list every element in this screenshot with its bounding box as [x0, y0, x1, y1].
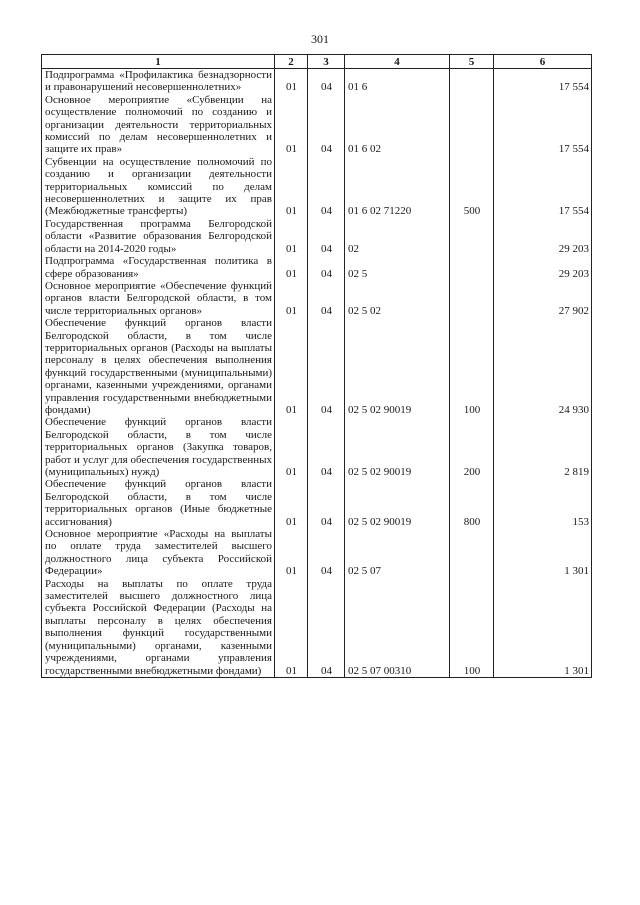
row-description: Субвенции на осуществление полномочий по созданию и организации деятельности территориальных комиссий по делам несовершеннолетних и защите их прав (Межбюджетные трансферты)	[42, 156, 275, 218]
row-expense-type: 200	[450, 416, 494, 478]
row-section-code: 01	[275, 280, 308, 317]
column-header-3: 3	[308, 55, 345, 69]
row-description: Основное мероприятие «Обеспечение функций органов власти Белгородской области, в том числе территориальных органов»	[42, 280, 275, 317]
row-amount: 153	[494, 478, 592, 528]
row-description: Обеспечение функций органов власти Белгородской области, в том числе территориальных органов (Иные бюджетные ассигнования)	[42, 478, 275, 528]
row-amount: 29 203	[494, 255, 592, 280]
row-description: Подпрограмма «Государственная политика в сфере образования»	[42, 255, 275, 280]
row-expense-type: 800	[450, 478, 494, 528]
row-expense-type	[450, 218, 494, 255]
table-row	[42, 528, 592, 578]
column-header-4: 4	[345, 55, 450, 69]
row-description: Расходы на выплаты по оплате труда заместителей высшего должностного лица субъекта Российской Федерации (Расходы на выплаты персоналу в целях обеспечения выполнения функций государственными (муниципальными) органами, казенными учреждениями, органами управления государственными внебюджетными фондами)	[42, 578, 275, 678]
row-amount: 1 301	[494, 528, 592, 578]
row-target-article: 01 6 02 71220	[345, 156, 450, 218]
row-subsection-code: 04	[308, 69, 345, 94]
row-amount: 17 554	[494, 69, 592, 94]
budget-table	[41, 54, 592, 678]
row-expense-type: 100	[450, 578, 494, 678]
page-number: 301	[311, 32, 329, 46]
row-expense-type	[450, 528, 494, 578]
row-amount: 1 301	[494, 578, 592, 678]
row-section-code: 01	[275, 528, 308, 578]
row-section-code: 01	[275, 255, 308, 280]
table-row	[42, 280, 592, 317]
row-target-article: 02	[345, 218, 450, 255]
row-description: Обеспечение функций органов власти Белгородской области, в том числе территориальных органов (Закупка товаров, работ и услуг для обеспечения государственных (муниципальных) нужд)	[42, 416, 275, 478]
row-target-article: 01 6 02	[345, 94, 450, 156]
row-expense-type: 100	[450, 317, 494, 416]
column-header-2: 2	[275, 55, 308, 69]
row-amount: 17 554	[494, 156, 592, 218]
row-subsection-code: 04	[308, 416, 345, 478]
row-expense-type: 500	[450, 156, 494, 218]
row-section-code: 01	[275, 69, 308, 94]
row-section-code: 01	[275, 156, 308, 218]
row-description: Подпрограмма «Профилактика безнадзорности и правонарушений несовершеннолетних»	[42, 69, 275, 94]
row-section-code: 01	[275, 218, 308, 255]
row-expense-type	[450, 280, 494, 317]
row-target-article: 02 5 02	[345, 280, 450, 317]
row-expense-type	[450, 69, 494, 94]
row-target-article: 01 6	[345, 69, 450, 94]
row-description: Государственная программа Белгородской области «Развитие образования Белгородской области на 2014-2020 годы»	[42, 218, 275, 255]
table-row	[42, 94, 592, 156]
row-subsection-code: 04	[308, 94, 345, 156]
row-expense-type	[450, 255, 494, 280]
table-row	[42, 478, 592, 528]
table-row	[42, 578, 592, 678]
column-header-6: 6	[494, 55, 592, 69]
table-row	[42, 317, 592, 416]
table-row	[42, 416, 592, 478]
row-section-code: 01	[275, 478, 308, 528]
row-amount: 29 203	[494, 218, 592, 255]
row-section-code: 01	[275, 416, 308, 478]
row-amount: 27 902	[494, 280, 592, 317]
table-header	[42, 55, 592, 69]
row-subsection-code: 04	[308, 478, 345, 528]
row-amount: 17 554	[494, 94, 592, 156]
row-amount: 2 819	[494, 416, 592, 478]
row-section-code: 01	[275, 94, 308, 156]
table-row	[42, 255, 592, 280]
row-description: Основное мероприятие «Субвенции на осуществление полномочий по созданию и организации деятельности территориальных комиссий по делам несовершеннолетних и защите их прав»	[42, 94, 275, 156]
row-subsection-code: 04	[308, 218, 345, 255]
row-subsection-code: 04	[308, 255, 345, 280]
table-row	[42, 156, 592, 218]
row-target-article: 02 5 02 90019	[345, 478, 450, 528]
row-section-code: 01	[275, 578, 308, 678]
row-target-article: 02 5 02 90019	[345, 416, 450, 478]
row-section-code: 01	[275, 317, 308, 416]
row-description: Обеспечение функций органов власти Белгородской области, в том числе территориальных органов (Расходы на выплаты персоналу в целях обеспечения выполнения функций государственными (муниципальными) органами, казенными учреждениями, органами управления государственными внебюджетными фондами)	[42, 317, 275, 416]
row-description: Основное мероприятие «Расходы на выплаты по оплате труда заместителей высшего должностного лица субъекта Российской Федерации»	[42, 528, 275, 578]
table-row	[42, 218, 592, 255]
column-header-5: 5	[450, 55, 494, 69]
row-target-article: 02 5	[345, 255, 450, 280]
row-subsection-code: 04	[308, 156, 345, 218]
row-subsection-code: 04	[308, 578, 345, 678]
row-target-article: 02 5 07	[345, 528, 450, 578]
column-header-1: 1	[42, 55, 275, 69]
row-subsection-code: 04	[308, 317, 345, 416]
row-amount: 24 930	[494, 317, 592, 416]
row-target-article: 02 5 02 90019	[345, 317, 450, 416]
row-target-article: 02 5 07 00310	[345, 578, 450, 678]
row-subsection-code: 04	[308, 280, 345, 317]
row-expense-type	[450, 94, 494, 156]
row-subsection-code: 04	[308, 528, 345, 578]
table-body	[42, 69, 592, 678]
table-row	[42, 69, 592, 94]
